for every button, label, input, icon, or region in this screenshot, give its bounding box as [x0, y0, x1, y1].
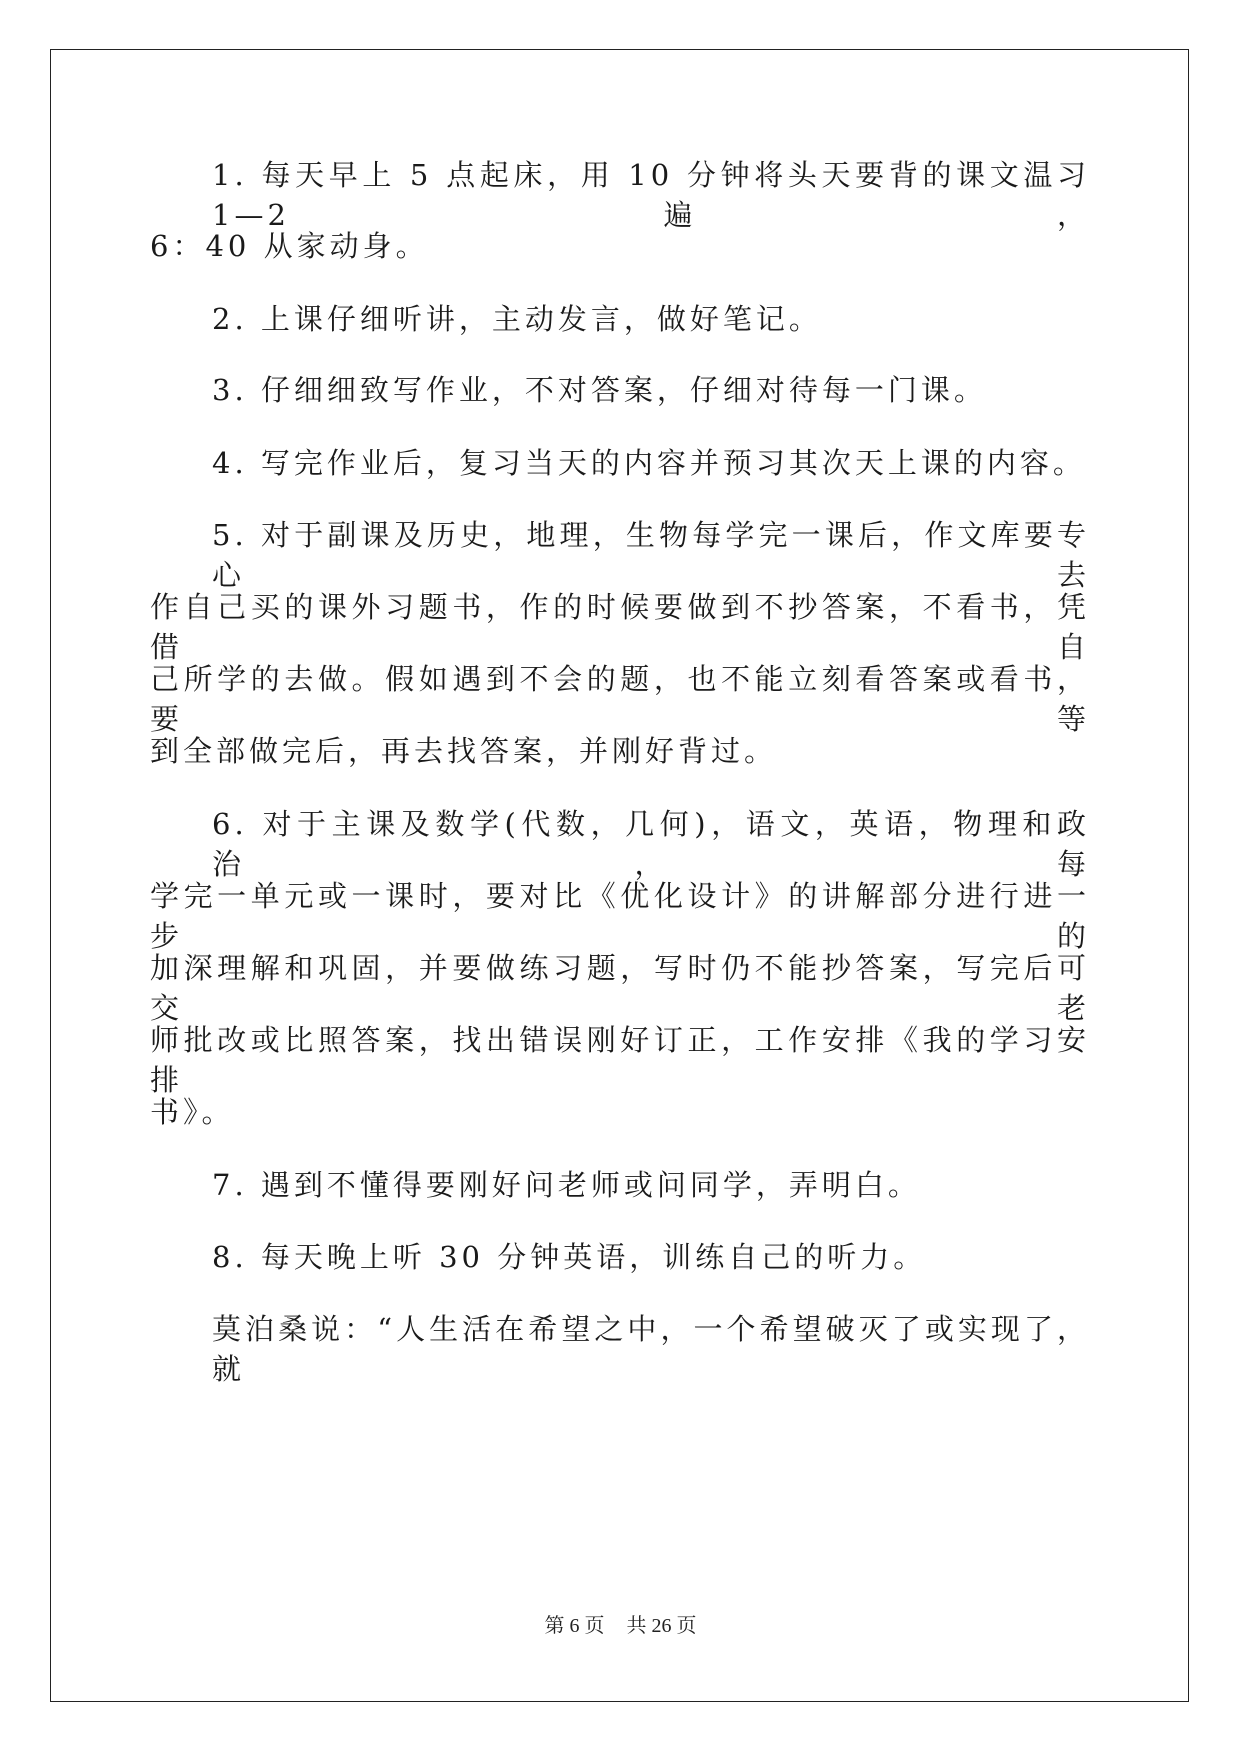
paragraph-6-line-4: 师批改或比照答案，找出错误刚好订正，工作安排《我的学习安排	[150, 1023, 1090, 1097]
paragraph-9-line-1: 莫泊桑说：“人生活在希望之中，一个希望破灭了或实现了，就	[212, 1312, 1090, 1386]
paragraph-1-line-1: 1. 每天早上 5 点起床，用 10 分钟将头天要背的课文温习 1—2 遍，	[212, 158, 1090, 232]
paragraph-4-line-1: 4. 写完作业后，复习当天的内容并预习其次天上课的内容。	[212, 446, 1086, 480]
page-total: 共 26 页	[626, 1615, 697, 1637]
paragraph-6-line-1: 6. 对于主课及数学(代数，几何)，语文，英语，物理和政治，每	[212, 807, 1090, 881]
paragraph-6-line-3: 加深理解和巩固，并要做练习题，写时仍不能抄答案，写完后可交老	[150, 951, 1090, 1025]
paragraph-5-line-4: 到全部做完后，再去找答案，并刚好背过。	[150, 734, 778, 768]
paragraph-1-line-2: 6：40 从家动身。	[150, 229, 429, 263]
paragraph-2-line-1: 2. 上课仔细听讲，主动发言，做好笔记。	[212, 302, 822, 336]
paragraph-7-line-1: 7. 遇到不懂得要刚好问老师或问同学，弄明白。	[212, 1168, 921, 1202]
page-number: 第 6 页	[544, 1615, 605, 1637]
paragraph-5-line-2: 作自己买的课外习题书，作的时候要做到不抄答案，不看书，凭借自	[150, 590, 1090, 664]
paragraph-8-line-1: 8. 每天晚上听 30 分钟英语，训练自己的听力。	[212, 1240, 927, 1274]
page-footer	[0, 1614, 1241, 1638]
paragraph-3-line-1: 3. 仔细细致写作业，不对答案，仔细对待每一门课。	[212, 373, 987, 407]
paragraph-5-line-1: 5. 对于副课及历史，地理，生物每学完一课后，作文库要专心去	[212, 518, 1090, 592]
paragraph-6-line-5: 书》。	[150, 1095, 235, 1129]
paragraph-6-line-2: 学完一单元或一课时，要对比《优化设计》的讲解部分进行进一步的	[150, 879, 1090, 953]
paragraph-5-line-3: 己所学的去做。假如遇到不会的题，也不能立刻看答案或看书，要等	[150, 662, 1090, 736]
